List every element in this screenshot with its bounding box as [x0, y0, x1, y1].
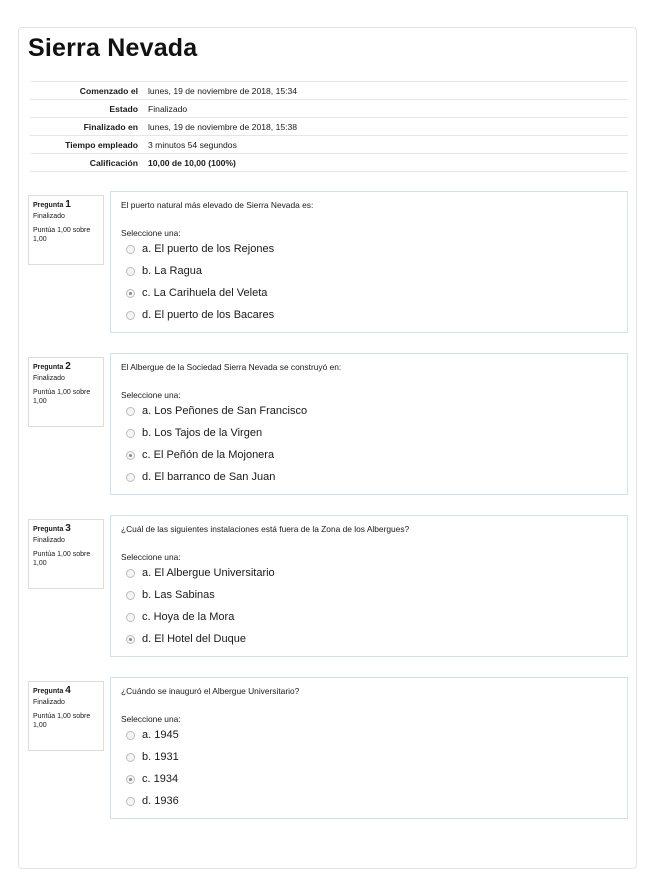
question-info-4: [28, 681, 104, 751]
answer-prompt: Seleccione una:: [121, 390, 181, 400]
summary-value: Finalizado: [148, 103, 188, 114]
summary-key: Estado: [109, 103, 138, 114]
quiz-review-page: [18, 27, 637, 869]
answer-option[interactable]: [126, 610, 234, 624]
question-grade: Puntúa 1,00 sobre 1,00: [33, 389, 91, 405]
question-grade: Puntúa 1,00 sobre 1,00: [33, 551, 91, 567]
radio-button[interactable]: [126, 753, 135, 762]
answer-prompt: Seleccione una:: [121, 714, 181, 724]
option-label: b. Los Tajos de la Virgen: [142, 427, 263, 439]
answer-option[interactable]: [126, 728, 179, 742]
question-content-2: [110, 353, 628, 495]
answer-option[interactable]: [126, 308, 274, 322]
option-label: c. 1934: [142, 773, 179, 785]
question-number: Pregunta 2: [33, 361, 71, 372]
option-label: d. El puerto de los Bacares: [142, 309, 275, 321]
answer-option[interactable]: [126, 264, 202, 278]
question-state: Finalizado: [33, 213, 65, 220]
question-info-3: [28, 519, 104, 589]
question-grade: Puntúa 1,00 sobre 1,00: [33, 227, 91, 243]
question-text: El puerto natural más elevado de Sierra Nevada es:: [121, 200, 314, 210]
option-label: b. 1931: [142, 751, 179, 763]
answer-option[interactable]: [126, 470, 275, 484]
answer-option[interactable]: [126, 566, 275, 580]
answer-option[interactable]: [126, 588, 215, 602]
option-label: d. 1936: [142, 795, 179, 807]
question-text: ¿Cuál de las siguientes instalaciones está fuera de la Zona de los Albergues?: [121, 524, 410, 534]
radio-button[interactable]: [126, 429, 135, 438]
answer-prompt: Seleccione una:: [121, 552, 181, 562]
summary-key: Calificación: [89, 157, 138, 168]
radio-button[interactable]: [126, 267, 135, 276]
radio-button-selected[interactable]: [126, 775, 135, 784]
question-number: Pregunta 4: [33, 685, 71, 696]
answer-option[interactable]: [126, 772, 178, 786]
question-state: Finalizado: [33, 375, 65, 382]
question-state: Finalizado: [33, 537, 65, 544]
answer-option[interactable]: [126, 632, 246, 646]
option-label: c. La Carihuela del Veleta: [142, 287, 268, 299]
summary-row: [30, 154, 628, 172]
summary-row: [30, 82, 628, 100]
summary-key: Tiempo empleado: [65, 139, 138, 150]
answer-option[interactable]: [126, 794, 179, 808]
question-text: El Albergue de la Sociedad Sierra Nevada se construyó en:: [121, 362, 342, 372]
radio-button-selected[interactable]: [126, 451, 135, 460]
question-grade: Puntúa 1,00 sobre 1,00: [33, 713, 91, 729]
radio-button[interactable]: [126, 613, 135, 622]
answer-option[interactable]: [126, 242, 274, 256]
answer-option[interactable]: [126, 448, 274, 462]
radio-button[interactable]: [126, 245, 135, 254]
radio-button[interactable]: [126, 797, 135, 806]
summary-row: [30, 118, 628, 136]
question-number: Pregunta 1: [33, 199, 71, 210]
option-label: b. Las Sabinas: [142, 589, 215, 601]
question-number: Pregunta 3: [33, 523, 71, 534]
option-label: d. El barranco de San Juan: [142, 471, 276, 483]
question-content-4: [110, 677, 628, 819]
attempt-summary-table: [30, 81, 628, 172]
option-label: a. 1945: [142, 729, 179, 741]
summary-row: [30, 100, 628, 118]
option-label: d. El Hotel del Duque: [142, 633, 246, 645]
option-label: c. El Peñón de la Mojonera: [142, 449, 275, 461]
question-info-1: [28, 195, 104, 265]
summary-value: lunes, 19 de noviembre de 2018, 15:34: [148, 85, 298, 96]
answer-option[interactable]: [126, 404, 307, 418]
answer-prompt: Seleccione una:: [121, 228, 181, 238]
option-label: a. Los Peñones de San Francisco: [142, 405, 308, 417]
option-label: b. La Ragua: [142, 265, 202, 277]
option-label: a. El Albergue Universitario: [142, 567, 275, 579]
option-label: a. El puerto de los Rejones: [142, 243, 275, 255]
question-state: Finalizado: [33, 699, 65, 706]
page-title: Sierra Nevada: [28, 34, 198, 62]
question-content-1: [110, 191, 628, 333]
summary-row: [30, 136, 628, 154]
question-info-2: [28, 357, 104, 427]
radio-button[interactable]: [126, 731, 135, 740]
radio-button[interactable]: [126, 591, 135, 600]
radio-button[interactable]: [126, 407, 135, 416]
question-content-3: [110, 515, 628, 657]
answer-option[interactable]: [126, 286, 267, 300]
radio-button[interactable]: [126, 473, 135, 482]
radio-button[interactable]: [126, 569, 135, 578]
radio-button[interactable]: [126, 311, 135, 320]
summary-key: Comenzado el: [79, 85, 138, 96]
summary-value: 3 minutos 54 segundos: [148, 139, 237, 150]
summary-value: 10,00 de 10,00 (100%): [148, 157, 236, 168]
question-text: ¿Cuándo se inauguró el Albergue Universitario?: [121, 686, 300, 696]
answer-option[interactable]: [126, 750, 179, 764]
answer-option[interactable]: [126, 426, 262, 440]
radio-button-selected[interactable]: [126, 289, 135, 298]
summary-value: lunes, 19 de noviembre de 2018, 15:38: [148, 121, 298, 132]
option-label: c. Hoya de la Mora: [142, 611, 235, 623]
summary-key: Finalizado en: [83, 121, 138, 132]
radio-button-selected[interactable]: [126, 635, 135, 644]
